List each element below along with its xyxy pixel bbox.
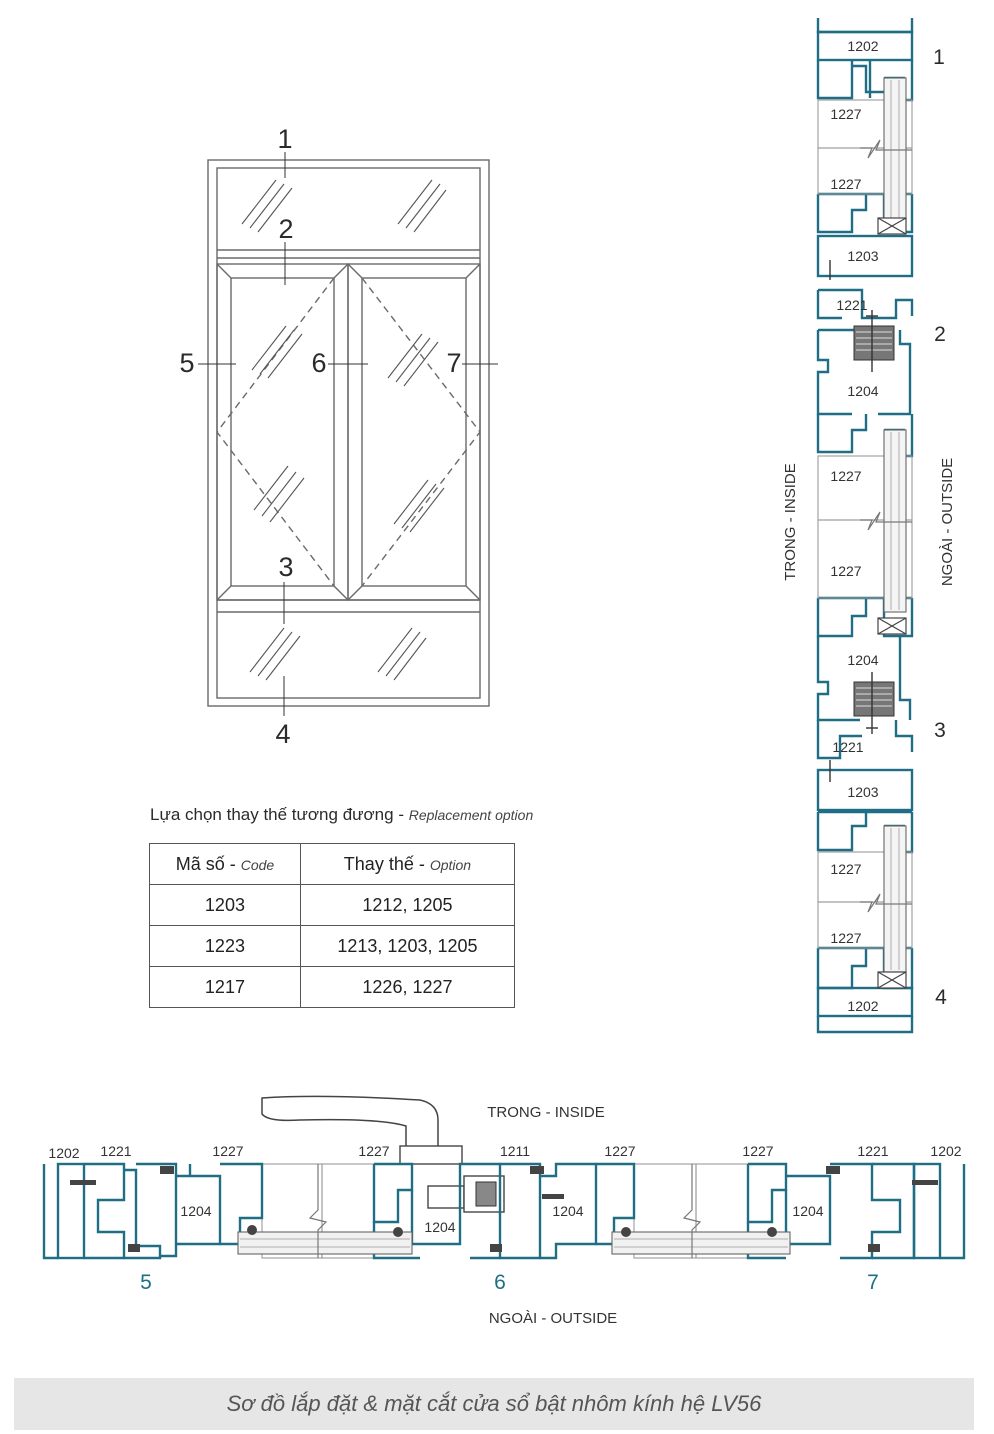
replacement-table <box>149 843 515 1008</box>
profile-code: 1204 <box>792 1203 824 1219</box>
profile-code: 1202 <box>930 1143 962 1159</box>
profile-code: 1204 <box>424 1219 456 1235</box>
caption-text: Sơ đồ lắp đặt & mặt cắt cửa sổ bật nhôm kính hệ LV56 <box>226 1391 762 1416</box>
replacement-title-en: Replacement option <box>408 807 534 823</box>
profile-code: 1227 <box>830 106 862 122</box>
profile-code: 1227 <box>742 1143 774 1159</box>
profile-code: 1204 <box>847 652 879 668</box>
elevation-label: 4 <box>275 719 291 749</box>
caption-bar <box>14 1378 974 1430</box>
section-marker: 1 <box>933 46 945 69</box>
elevation-label: 2 <box>278 214 294 244</box>
vertical-profile-labels <box>830 38 878 1014</box>
elevation-label: 7 <box>446 348 462 378</box>
code-cell: 1217 <box>150 967 301 1008</box>
glass-hatch <box>242 180 446 680</box>
title-separator: - <box>393 805 409 824</box>
code-cell: 1223 <box>150 926 301 967</box>
section-marker: 6 <box>494 1271 506 1294</box>
option-cell: 1226, 1227 <box>300 967 514 1008</box>
profile-code: 1202 <box>847 998 879 1014</box>
inside-label: TRONG - INSIDE <box>782 463 799 581</box>
profile-code: 1203 <box>847 248 879 264</box>
replacement-title <box>150 805 533 825</box>
code-cell: 1203 <box>150 885 301 926</box>
horizontal-section <box>44 1096 964 1327</box>
profile-code: 1227 <box>212 1143 244 1159</box>
section-marker: 4 <box>935 986 947 1009</box>
profile-code: 1211 <box>499 1143 531 1159</box>
opening-indicator-right <box>362 278 480 586</box>
table-header-row <box>150 844 515 885</box>
option-cell: 1212, 1205 <box>300 885 514 926</box>
profile-code: 1221 <box>857 1143 889 1159</box>
elevation-label: 5 <box>179 348 195 378</box>
table-row <box>150 967 515 1008</box>
profile-code: 1227 <box>830 468 862 484</box>
right-sash <box>348 264 480 600</box>
profile-code: 1227 <box>604 1143 636 1159</box>
outside-label: NGOÀI - OUTSIDE <box>939 457 956 587</box>
elevation-label: 1 <box>277 124 293 154</box>
profile-code: 1204 <box>847 383 879 399</box>
section-marker: 2 <box>934 323 946 346</box>
elevation-label: 3 <box>278 552 294 582</box>
section-marker: 5 <box>140 1271 152 1294</box>
left-sash <box>217 264 348 600</box>
profile-code: 1227 <box>830 930 862 946</box>
replacement-title-vi: Lựa chọn thay thế tương đương <box>150 805 394 824</box>
profile-code: 1227 <box>830 563 862 579</box>
option-cell: 1213, 1203, 1205 <box>300 926 514 967</box>
profile-code: 1202 <box>847 38 879 54</box>
profile-code: 1204 <box>552 1203 584 1219</box>
table-row <box>150 885 515 926</box>
section-marker: 7 <box>867 1271 879 1294</box>
vertical-section <box>782 18 956 1032</box>
elevation-label: 6 <box>311 348 327 378</box>
section-marker: 3 <box>934 719 946 742</box>
table-row <box>150 926 515 967</box>
profile-code: 1227 <box>830 176 862 192</box>
horizontal-profile-labels <box>48 1143 961 1235</box>
horizontal-glass-unit <box>238 1232 790 1254</box>
horizontal-markers <box>140 1271 879 1294</box>
profile-code: 1203 <box>847 784 879 800</box>
header-option: Thay thế - Option <box>300 844 514 885</box>
profile-code: 1204 <box>180 1203 212 1219</box>
profile-code: 1221 <box>836 297 868 313</box>
header-code: Mã số - Code <box>150 844 301 885</box>
profile-code: 1221 <box>100 1143 132 1159</box>
opening-indicator-left <box>217 278 334 586</box>
inside-label-horizontal: TRONG - INSIDE <box>487 1104 605 1121</box>
profile-code: 1227 <box>830 861 862 877</box>
outside-label-horizontal: NGOÀI - OUTSIDE <box>488 1310 618 1327</box>
elevation-labels <box>179 124 461 749</box>
profile-code: 1221 <box>832 739 864 755</box>
profile-code: 1202 <box>48 1145 80 1161</box>
profile-code: 1227 <box>358 1143 390 1159</box>
window-elevation <box>198 152 498 716</box>
vertical-glass-unit <box>884 78 906 972</box>
